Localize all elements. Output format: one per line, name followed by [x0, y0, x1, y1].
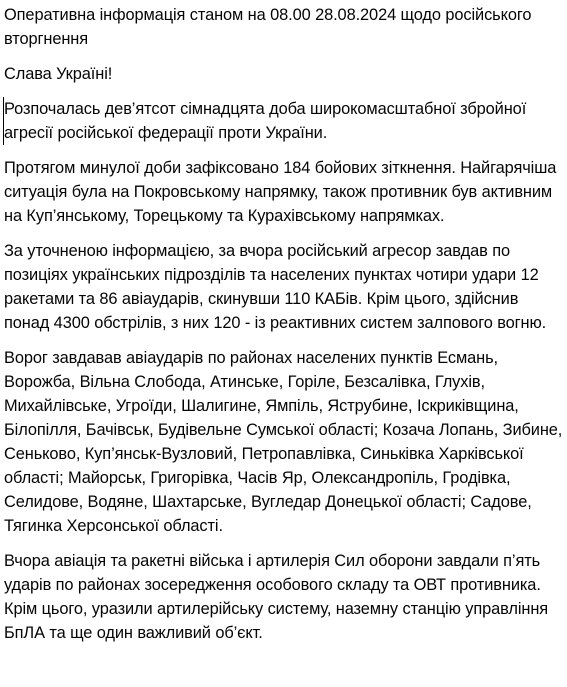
- post-paragraph-strikes: За уточненою інформацією, за вчора російський агресор завдав по позиціях українських підрозділів та населених пунктах чотири удари 12 ракетами та 86 авіаударів, скинувши 110 КАБів. Крім цього, здійснив понад 4300 обстрілів, з них 120 - із реактивних систем залпового вогню.: [4, 242, 547, 332]
- post-paragraph-clashes: Протягом минулої доби зафіксовано 184 бойових зіткнення. Найгарячіша ситуація була на Покровському напрямку, також противник був активним на Куп’янському, Торецькому та Курахівському напрямках.: [4, 159, 557, 225]
- post-paragraph-defense-forces: Вчора авіація та ракетні війська і артилерія Сил оборони завдали п’ять ударів по районах зосередження особового складу та ОВТ противника. Крім цього, уразили артилерійську систему, наземну станцію управління БпЛА та ще один важливий об’єкт.: [4, 552, 549, 642]
- post-paragraph-air-strikes: Ворог завдавав авіаударів по районах населених пунктів Есмань, Ворожба, Вільна Слобода, Атинське, Горіле, Безсалівка, Глухів, Михайлівське, Угроїди, Шалигине, Ямпіль, Яструбине, Іскриківщина, Білопілля, Бачівськ, Будівельне Сумської області; Козача Лопань, Зибине, Сеньково, Куп’янськ-Вузловий, Петропавлівка, Синьківка Харківської області; Майорськ, Григорівка, Часів Яр, Олександропіль, Гродівка, Селидове, Водяне, Шахтарське, Вугледар Донецької області; Садове, Тягинка Херсонської області.: [4, 349, 563, 535]
- post-paragraph-day-count: Розпочалась дев’ятсот сімнадцята доба широкомасштабної збройної агресії російської федерації проти України.: [3, 97, 563, 145]
- post-title: Оперативна інформація станом на 08.00 28.08.2024 щодо російського вторгнення: [4, 6, 532, 48]
- post-greeting: Слава Україні!: [4, 65, 113, 83]
